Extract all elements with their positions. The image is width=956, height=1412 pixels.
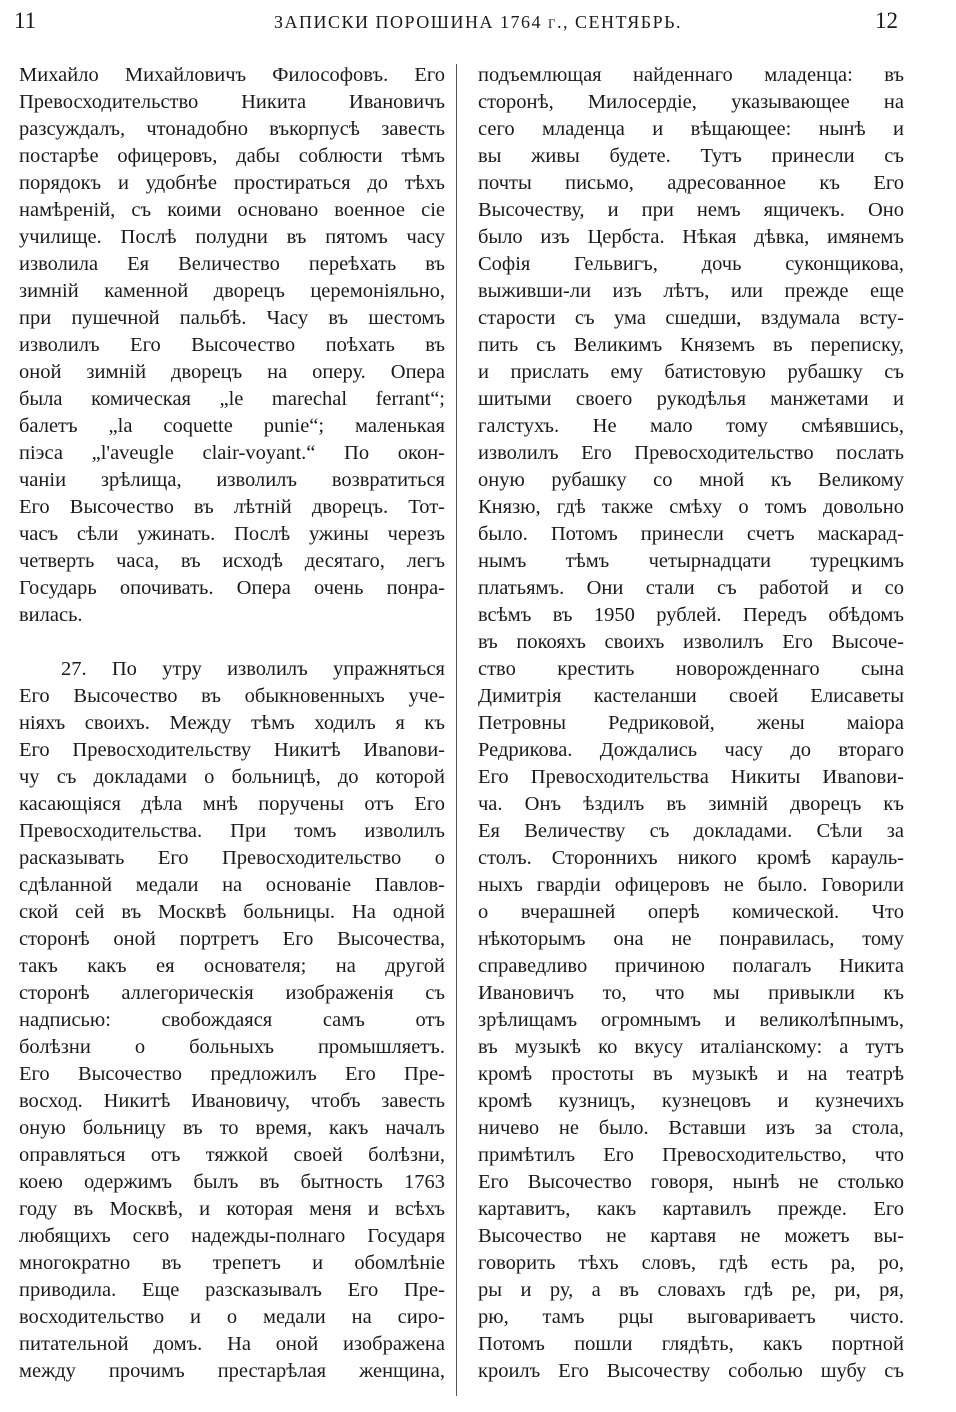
text-line: Михайло Михайловичъ Философовъ. Его xyxy=(19,64,445,86)
text-line: зимнiй каменной дворецъ церемонiяльно, xyxy=(19,280,445,302)
text-line: картавитъ, какъ картавилъ прежде. Его xyxy=(478,1198,904,1220)
text-line: между прочимъ престарѣлая женщина, xyxy=(19,1360,445,1382)
text-line: коею одержимъ былъ въ бытность 1763 xyxy=(19,1171,445,1193)
text-line: ство крестить новорожденнаго сына xyxy=(478,658,904,680)
text-line: году въ Москвѣ, и которая меня и всѣхъ xyxy=(19,1198,445,1220)
text-line: пить съ Великимъ Княземъ въ переписку, xyxy=(478,334,904,356)
text-line: оной зимнiй дворецъ на оперу. Опера xyxy=(19,361,445,383)
text-line: оправляться отъ тяжкой своей болѣзни, xyxy=(19,1144,445,1166)
text-line: Его Высочество предложилъ Его Пре- xyxy=(19,1063,445,1085)
column-divider xyxy=(456,64,457,1396)
text-line: нiяхъ своихъ. Между тѣмъ ходилъ я къ xyxy=(19,712,445,734)
text-line: справедливо причиною полагалъ Никита xyxy=(478,955,904,977)
text-line: Редрикова. Дождались часу до втораго xyxy=(478,739,904,761)
text-line: изволилъ Его Превосходительство послать xyxy=(478,442,904,464)
text-line: восходительство и о медали на сиро- xyxy=(19,1306,445,1328)
text-line: ча. Онъ ѣздилъ въ зимнiй дворецъ къ xyxy=(478,793,904,815)
text-line: шитыми своего рукодѣлья манжетами и xyxy=(478,388,904,410)
text-line: Его Высочество въ лѣтнiй дворецъ. Тот- xyxy=(19,496,445,518)
text-line: четверть часа, въ исходѣ десятаго, легъ xyxy=(19,550,445,572)
right-text-column xyxy=(478,62,904,1385)
text-line: нымъ тѣмъ четырнадцати турецкимъ xyxy=(478,550,904,572)
text-line: Превосходительства. При томъ изволилъ xyxy=(19,820,445,842)
text-line: Потомъ пошли глядѣть, какъ портной xyxy=(478,1333,904,1355)
text-line: вилась. xyxy=(19,604,83,626)
text-line: кроилъ Его Высочеству соболью шубу съ xyxy=(478,1360,904,1382)
page-number-left: 11 xyxy=(14,8,37,33)
text-line: чанiи зрѣлища, изволилъ возвратиться xyxy=(19,469,445,491)
text-line: надписью: свобождаяся самъ отъ xyxy=(19,1009,445,1031)
text-line: въ покояхъ своихъ изволилъ Его Высоче- xyxy=(478,631,904,653)
text-line: почты письмо, адресованное къ Его xyxy=(478,172,904,194)
text-line: Его Превосходительству Никитѣ Ивanови- xyxy=(19,739,445,761)
text-line: сторонѣ, Милосердiе, указывающее на xyxy=(478,91,904,113)
text-line: 27. По утру изволилъ упражняться xyxy=(61,658,445,680)
text-line: и прислать ему батистовую рубашку съ xyxy=(478,361,904,383)
text-line: Софiя Гельвигъ, дочь суконщикова, xyxy=(478,253,904,275)
text-line: Его Высочество говоря, нынѣ не столько xyxy=(478,1171,904,1193)
text-line: сторонѣ аллегорическiя изображенiя съ xyxy=(19,982,445,1004)
text-line: расказывать Его Превосходительство о xyxy=(19,847,445,869)
text-line: старости съ ума сшедши, вздумала всту- xyxy=(478,307,904,329)
running-title: ЗАПИСКИ ПОРОШИНА 1764 г., СЕНТЯБРЬ. xyxy=(274,12,682,32)
text-line: говорить тѣхъ словъ, гдѣ есть ра, ро, xyxy=(478,1252,904,1274)
text-line: зрѣлищамъ огромнымъ и великолѣпнымъ, xyxy=(478,1009,904,1031)
page-number-right: 12 xyxy=(875,8,898,33)
text-line: училище. Послѣ полудни въ пятомъ часу xyxy=(19,226,445,248)
text-line: выживши-ли изъ лѣтъ, или прежде еще xyxy=(478,280,904,302)
text-line: болѣзни о больныхъ промышляетъ. xyxy=(19,1036,445,1058)
text-line: чу съ докладами о больницѣ, до которой xyxy=(19,766,445,788)
left-text-column xyxy=(19,62,445,1385)
text-line: порядокъ и удобнѣе простираться до тѣхъ xyxy=(19,172,445,194)
text-line: сторонѣ оной портретъ Его Высочества, xyxy=(19,928,445,950)
text-line: балетъ „la coquette punie“; маленькая xyxy=(19,415,445,437)
text-line: такъ какъ ея основателя; на другой xyxy=(19,955,445,977)
text-line: столъ. Стороннихъ никого кромѣ карауль- xyxy=(478,847,904,869)
text-line: Ея Величеству съ докладами. Сѣли за xyxy=(478,820,904,842)
text-line: Димитрiя кастеланши своей Елисаветы xyxy=(478,685,904,707)
text-line: рю, тамъ рцы выговариваетъ чисто. xyxy=(478,1306,904,1328)
text-line: при пушечной пальбѣ. Часу въ шестомъ xyxy=(19,307,445,329)
text-line: кромѣ кузницъ, кузнецовъ и кузнечихъ xyxy=(478,1090,904,1112)
text-line: касающiяся дѣла мнѣ поручены отъ Его xyxy=(19,793,445,815)
paragraph-gap xyxy=(19,629,445,656)
text-line: платьямъ. Они стали съ работой и со xyxy=(478,577,904,599)
text-line: оную рубашку со мной къ Великому xyxy=(478,469,904,491)
text-line: Высочество не картавя не можетъ вы- xyxy=(478,1225,904,1247)
text-line: было изъ Цербста. Нѣкая дѣвка, имянемъ xyxy=(478,226,904,248)
text-line: многократно въ трепетъ и обомлѣнiе xyxy=(19,1252,445,1274)
text-line: ской сей въ Москвѣ больницы. На одной xyxy=(19,901,445,923)
text-line: пiэса „l'aveugle clair-voyant.“ По окон- xyxy=(19,442,445,464)
text-line: галстухъ. Не мало тому смѣявшись, xyxy=(478,415,904,437)
text-line: приводила. Еще разсказывалъ Его Пре- xyxy=(19,1279,445,1301)
text-line: изволила Ея Величество переѣхать въ xyxy=(19,253,445,275)
text-line: любящихъ сего надежды-полнаго Государя xyxy=(19,1225,445,1247)
text-line: ныхъ гвардiи офицеровъ не было. Говорили xyxy=(478,874,904,896)
text-line: разсуждалъ, чтонадобно въкорпусѣ завесть xyxy=(19,118,445,140)
text-line: Князю, гдѣ также смѣху о томъ довольно xyxy=(478,496,904,518)
text-line: изволилъ Его Высочество поѣхать въ xyxy=(19,334,445,356)
text-line: постарѣе офицеровъ, дабы соблюсти тѣмъ xyxy=(19,145,445,167)
text-line: ничево не было. Вставши изъ за стола, xyxy=(478,1117,904,1139)
text-line: въ музыкѣ ко вкусу италiанскому: а тутъ xyxy=(478,1036,904,1058)
text-line: кромѣ простоты въ музыкѣ и на театрѣ xyxy=(478,1063,904,1085)
text-line: Петровны Редриковой, жены маiора xyxy=(478,712,904,734)
text-line: подъемлющая найденнаго младенца: въ xyxy=(478,64,904,86)
text-line: Его Превосходительства Никиты Ивanови- xyxy=(478,766,904,788)
text-line: оную больницу въ то время, какъ началъ xyxy=(19,1117,445,1139)
text-line: всѣмъ въ 1950 рублей. Передъ обѣдомъ xyxy=(478,604,904,626)
text-line: Его Высочество въ обыкновенныхъ уче- xyxy=(19,685,445,707)
text-line: питательной домъ. На оной изображена xyxy=(19,1333,445,1355)
text-line: было. Потомъ принесли счетъ маскарад- xyxy=(478,523,904,545)
text-line: восход. Никитѣ Ивановичу, чтобъ завесть xyxy=(19,1090,445,1112)
text-line: сдѣланной медали на основанiе Павлов- xyxy=(19,874,445,896)
text-line: нѣкоторымъ она не понравилась, тому xyxy=(478,928,904,950)
text-line: Ивановичъ то, что мы привыкли къ xyxy=(478,982,904,1004)
text-line: ры и ру, а въ словахъ гдѣ ре, ри, ря, xyxy=(478,1279,904,1301)
text-line: сего младенца и вѣщающее: нынѣ и xyxy=(478,118,904,140)
text-line: Превосходительство Никита Ивановичъ xyxy=(19,91,445,113)
text-line: о вчерашней оперѣ комической. Что xyxy=(478,901,904,923)
text-line: была комическая „le marechal ferrant“; xyxy=(19,388,445,410)
text-line: намѣренiй, съ коими основано военное сiе xyxy=(19,199,445,221)
text-line: Государь опочивать. Опера очень понра- xyxy=(19,577,445,599)
text-line: Высочеству, и при немъ ящичекъ. Оно xyxy=(478,199,904,221)
text-line: примѣтилъ Его Превосходительство, что xyxy=(478,1144,904,1166)
text-line: часъ сѣли ужинать. Послѣ ужины черезъ xyxy=(19,523,445,545)
text-line: вы живы будете. Тутъ принесли съ xyxy=(478,145,904,167)
